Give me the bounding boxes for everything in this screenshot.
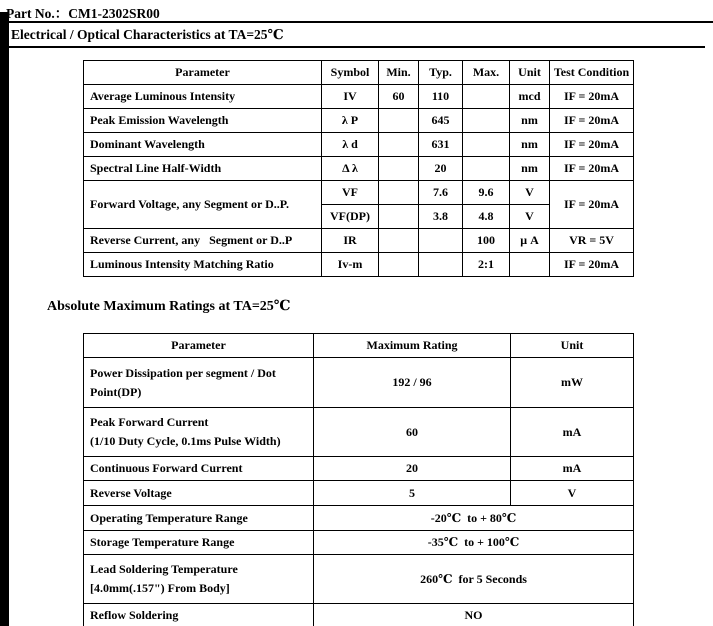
table-row [84, 229, 634, 253]
column-header: Unit [511, 334, 634, 358]
param-line: Point(DP) [90, 384, 142, 399]
param-cell: Storage Temperature Range [84, 531, 314, 555]
value-cell: 60 [379, 85, 419, 109]
column-header: Parameter [84, 61, 322, 85]
top-divider [0, 21, 713, 23]
value-cell: 192 / 96 [314, 358, 511, 408]
value-cell: mA [511, 457, 634, 481]
table-row [84, 157, 634, 181]
value-cell: 4.8 [463, 205, 510, 229]
table-header-row [84, 334, 634, 358]
value-cell [463, 157, 510, 181]
param-line: [4.0mm(.157") From Body] [90, 581, 230, 595]
value-cell [463, 85, 510, 109]
value-cell [510, 253, 550, 277]
absolute-maximum-ratings-table [83, 333, 634, 626]
table-row [84, 358, 634, 408]
value-cell: V [510, 181, 550, 205]
value-cell [379, 133, 419, 157]
column-header: Typ. [419, 61, 463, 85]
column-header: Unit [510, 61, 550, 85]
part-number-heading: Part No.：CM1-2302SR00 [6, 6, 160, 21]
param-cell: Luminous Intensity Matching Ratio [84, 253, 322, 277]
param-cell: Peak Emission Wavelength [84, 109, 322, 133]
table-row [84, 133, 634, 157]
param-cell: Reflow Soldering [84, 604, 314, 626]
param-cell [84, 408, 314, 457]
value-cell: 20 [314, 457, 511, 481]
param-cell: Average Luminous Intensity [84, 85, 322, 109]
table-row [84, 531, 634, 555]
value-cell: 9.6 [463, 181, 510, 205]
value-cell: 5 [314, 481, 511, 506]
value-cell [379, 205, 419, 229]
value-cell: VR = 5V [550, 229, 634, 253]
section-title-absolute-maximum-ratings: Absolute Maximum Ratings at TA=25℃ [47, 299, 291, 314]
value-cell: IV [322, 85, 379, 109]
param-cell [84, 358, 314, 408]
param-cell: Spectral Line Half-Width [84, 157, 322, 181]
param-cell [84, 555, 314, 604]
value-cell: IR [322, 229, 379, 253]
value-cell: IF = 20mA [550, 109, 634, 133]
value-cell [463, 133, 510, 157]
table-row [84, 604, 634, 626]
table-header-row [84, 61, 634, 85]
table-row [84, 181, 634, 205]
value-cell [379, 109, 419, 133]
column-header: Max. [463, 61, 510, 85]
table-row [84, 457, 634, 481]
value-cell: IF = 20mA [550, 157, 634, 181]
value-cell [379, 253, 419, 277]
param-cell: Forward Voltage, any Segment or D..P. [84, 181, 322, 229]
value-cell: V [510, 205, 550, 229]
value-cell: IF = 20mA [550, 133, 634, 157]
table-row [84, 408, 634, 457]
section-divider [8, 46, 705, 48]
value-cell: IF = 20mA [550, 85, 634, 109]
value-cell: nm [510, 109, 550, 133]
value-cell: IF = 20mA [550, 253, 634, 277]
value-cell: 60 [314, 408, 511, 457]
value-cell: nm [510, 133, 550, 157]
value-cell: λ d [322, 133, 379, 157]
value-cell: -20℃ to + 80℃ [314, 506, 634, 531]
value-cell: VF [322, 181, 379, 205]
value-cell: 645 [419, 109, 463, 133]
param-cell: Reverse Voltage [84, 481, 314, 506]
value-cell: Iv-m [322, 253, 379, 277]
value-cell: mW [511, 358, 634, 408]
value-cell: NO [314, 604, 634, 626]
param-line: (1/10 Duty Cycle, 0.1ms Pulse Width) [90, 434, 281, 448]
value-cell: V [511, 481, 634, 506]
param-line: Peak Forward Current [90, 415, 209, 429]
param-cell: Continuous Forward Current [84, 457, 314, 481]
param-cell: Dominant Wavelength [84, 133, 322, 157]
table-row [84, 555, 634, 604]
value-cell: IF = 20mA [550, 181, 634, 229]
table-row [84, 109, 634, 133]
value-cell: 20 [419, 157, 463, 181]
value-cell [379, 181, 419, 205]
value-cell: Δ λ [322, 157, 379, 181]
electrical-characteristics-table [83, 60, 634, 277]
value-cell [379, 229, 419, 253]
value-cell: nm [510, 157, 550, 181]
value-cell: 7.6 [419, 181, 463, 205]
column-header: Parameter [84, 334, 314, 358]
param-line: Power Dissipation per segment / Dot [90, 365, 276, 380]
scan-border-bar [0, 12, 9, 626]
param-cell: Reverse Current, any Segment or D..P [84, 229, 322, 253]
value-cell: -35℃ to + 100℃ [314, 531, 634, 555]
value-cell: 260℃ for 5 Seconds [314, 555, 634, 604]
value-cell: mA [511, 408, 634, 457]
param-cell: Operating Temperature Range [84, 506, 314, 531]
param-line: Lead Soldering Temperature [90, 562, 238, 576]
value-cell: mcd [510, 85, 550, 109]
value-cell: VF(DP) [322, 205, 379, 229]
table-row [84, 85, 634, 109]
column-header: Maximum Rating [314, 334, 511, 358]
column-header: Min. [379, 61, 419, 85]
section-title-electrical-optical: Electrical / Optical Characteristics at TA=25℃ [11, 27, 284, 42]
table-row [84, 253, 634, 277]
value-cell: μ A [510, 229, 550, 253]
value-cell [419, 229, 463, 253]
value-cell: 2:1 [463, 253, 510, 277]
table-row [84, 481, 634, 506]
value-cell: 631 [419, 133, 463, 157]
table-row [84, 506, 634, 531]
column-header: Test Condition [550, 61, 634, 85]
value-cell: 100 [463, 229, 510, 253]
value-cell [463, 109, 510, 133]
value-cell [379, 157, 419, 181]
value-cell: λ P [322, 109, 379, 133]
value-cell: 3.8 [419, 205, 463, 229]
column-header: Symbol [322, 61, 379, 85]
value-cell [419, 253, 463, 277]
value-cell: 110 [419, 85, 463, 109]
